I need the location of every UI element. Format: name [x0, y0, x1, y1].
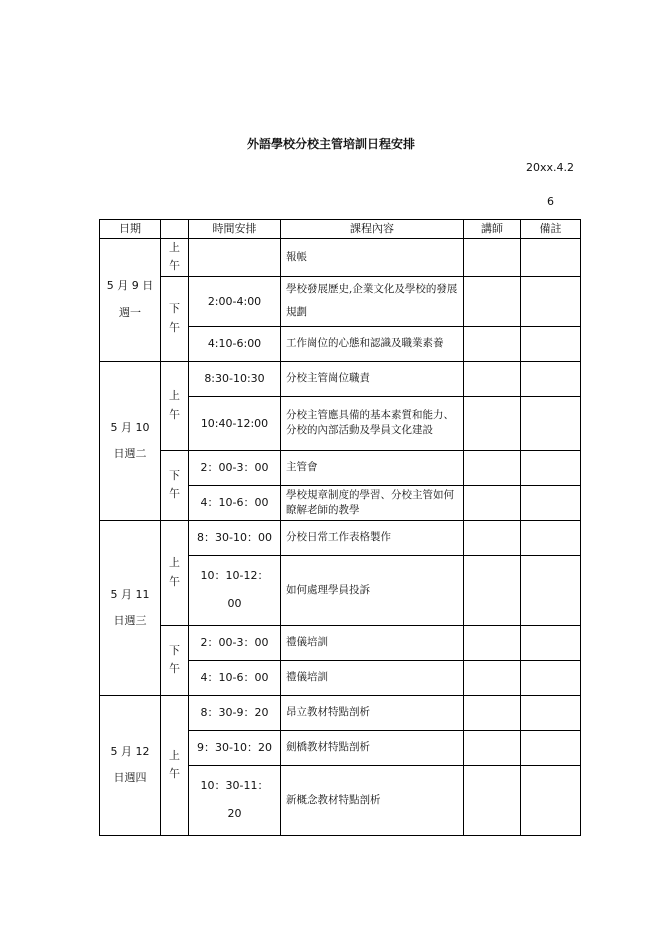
table-row	[100, 276, 581, 326]
lecturer-cell	[464, 660, 521, 695]
period-am-label: 上午	[169, 556, 180, 588]
lecturer-cell	[464, 396, 521, 450]
period-pm	[161, 450, 189, 520]
period-am	[161, 520, 189, 625]
remark-cell	[521, 695, 581, 730]
time-cell	[189, 238, 281, 276]
period-am	[161, 695, 189, 835]
lecturer-cell	[464, 485, 521, 520]
day-date: 5 月 10	[110, 420, 150, 434]
day-weekday: 日週二	[113, 446, 147, 460]
course-cell: 禮儀培訓	[281, 660, 464, 695]
table-header-row	[100, 220, 581, 239]
remark-cell	[521, 238, 581, 276]
period-am-label: 上午	[169, 389, 180, 421]
remark-cell	[521, 485, 581, 520]
course-cell: 報帳	[281, 238, 464, 276]
course-cell: 學校發展歷史,企業文化及學校的發展規劃	[281, 276, 464, 326]
day-date: 5 月 11	[110, 587, 150, 601]
time-cell	[189, 765, 281, 835]
day-weekday: 日週三	[113, 613, 147, 627]
period-am-label: 上午	[169, 748, 180, 781]
lecturer-cell	[464, 326, 521, 361]
lecturer-cell	[464, 555, 521, 625]
table-row	[100, 238, 581, 276]
lecturer-cell	[464, 450, 521, 485]
remark-cell	[521, 765, 581, 835]
time-cell: 8:30-10:30	[189, 361, 281, 396]
document-date-line2: 6	[547, 195, 554, 208]
lecturer-cell	[464, 625, 521, 660]
day-cell	[100, 695, 161, 835]
remark-cell	[521, 520, 581, 555]
day-weekday: 週一	[119, 305, 141, 319]
header-date: 日期	[100, 220, 161, 239]
course-cell: 昂立教材特點剖析	[281, 695, 464, 730]
lecturer-cell	[464, 520, 521, 555]
day-date: 5 月 9 日	[106, 279, 154, 293]
time-line-a: 10：10-12：	[200, 568, 269, 582]
table-row	[100, 520, 581, 555]
remark-cell	[521, 361, 581, 396]
lecturer-cell	[464, 276, 521, 326]
header-remark: 備註	[521, 220, 581, 239]
lecturer-cell	[464, 361, 521, 396]
lecturer-cell	[464, 238, 521, 276]
header-lecturer: 講師	[464, 220, 521, 239]
remark-cell	[521, 660, 581, 695]
period-pm	[161, 625, 189, 695]
period-pm-label: 下午	[169, 302, 180, 334]
time-cell: 2：00-3：00	[189, 450, 281, 485]
header-period	[161, 220, 189, 239]
time-cell: 2：00-3：00	[189, 625, 281, 660]
table-row	[100, 450, 581, 485]
period-pm-label: 下午	[169, 643, 180, 676]
time-cell: 9：30-10：20	[189, 730, 281, 765]
document-title: 外語學校分校主管培訓日程安排	[246, 137, 415, 151]
period-pm	[161, 276, 189, 361]
day-date: 5 月 12	[110, 745, 150, 759]
course-cell: 分校主管崗位職責	[281, 361, 464, 396]
time-line-b: 20	[227, 807, 242, 821]
day-cell	[100, 238, 161, 361]
day-cell	[100, 361, 161, 520]
remark-cell	[521, 276, 581, 326]
time-cell: 8：30-10：00	[189, 520, 281, 555]
day-weekday: 日週四	[113, 771, 147, 785]
time-line-b: 00	[227, 597, 242, 611]
course-cell: 學校規章制度的學習、分校主管如何瞭解老師的教學	[281, 485, 464, 520]
time-cell	[189, 555, 281, 625]
remark-cell	[521, 555, 581, 625]
period-am	[161, 361, 189, 450]
remark-cell	[521, 730, 581, 765]
course-cell: 禮儀培訓	[281, 625, 464, 660]
period-pm-label: 下午	[169, 468, 180, 501]
lecturer-cell	[464, 730, 521, 765]
header-course: 課程內容	[281, 220, 464, 239]
day-cell	[100, 520, 161, 695]
table-row	[100, 625, 581, 660]
time-cell: 2:00-4:00	[189, 276, 281, 326]
document-date-line1: 20xx.4.2	[525, 161, 574, 174]
schedule-table	[99, 219, 581, 836]
course-cell: 新概念教材特點剖析	[281, 765, 464, 835]
time-cell: 8：30-9：20	[189, 695, 281, 730]
remark-cell	[521, 450, 581, 485]
lecturer-cell	[464, 765, 521, 835]
course-cell: 如何處理學員投訴	[281, 555, 464, 625]
period-am-label: 上午	[169, 240, 180, 273]
course-cell: 主管會	[281, 450, 464, 485]
time-cell: 10:40-12:00	[189, 396, 281, 450]
remark-cell	[521, 625, 581, 660]
table-row	[100, 361, 581, 396]
time-cell: 4：10-6：00	[189, 660, 281, 695]
remark-cell	[521, 326, 581, 361]
time-line-a: 10：30-11：	[200, 778, 269, 792]
remark-cell	[521, 396, 581, 450]
course-cell: 工作崗位的心態和認識及職業素養	[281, 326, 464, 361]
table-row	[100, 695, 581, 730]
lecturer-cell	[464, 695, 521, 730]
course-cell: 分校主管應具備的基本素質和能力、分校的內部活動及學員文化建設	[281, 396, 464, 450]
header-time: 時間安排	[189, 220, 281, 239]
period-am	[161, 238, 189, 276]
course-cell: 劍橋教材特點剖析	[281, 730, 464, 765]
time-cell: 4:10-6:00	[189, 326, 281, 361]
time-cell: 4：10-6：00	[189, 485, 281, 520]
course-cell: 分校日常工作表格製作	[281, 520, 464, 555]
